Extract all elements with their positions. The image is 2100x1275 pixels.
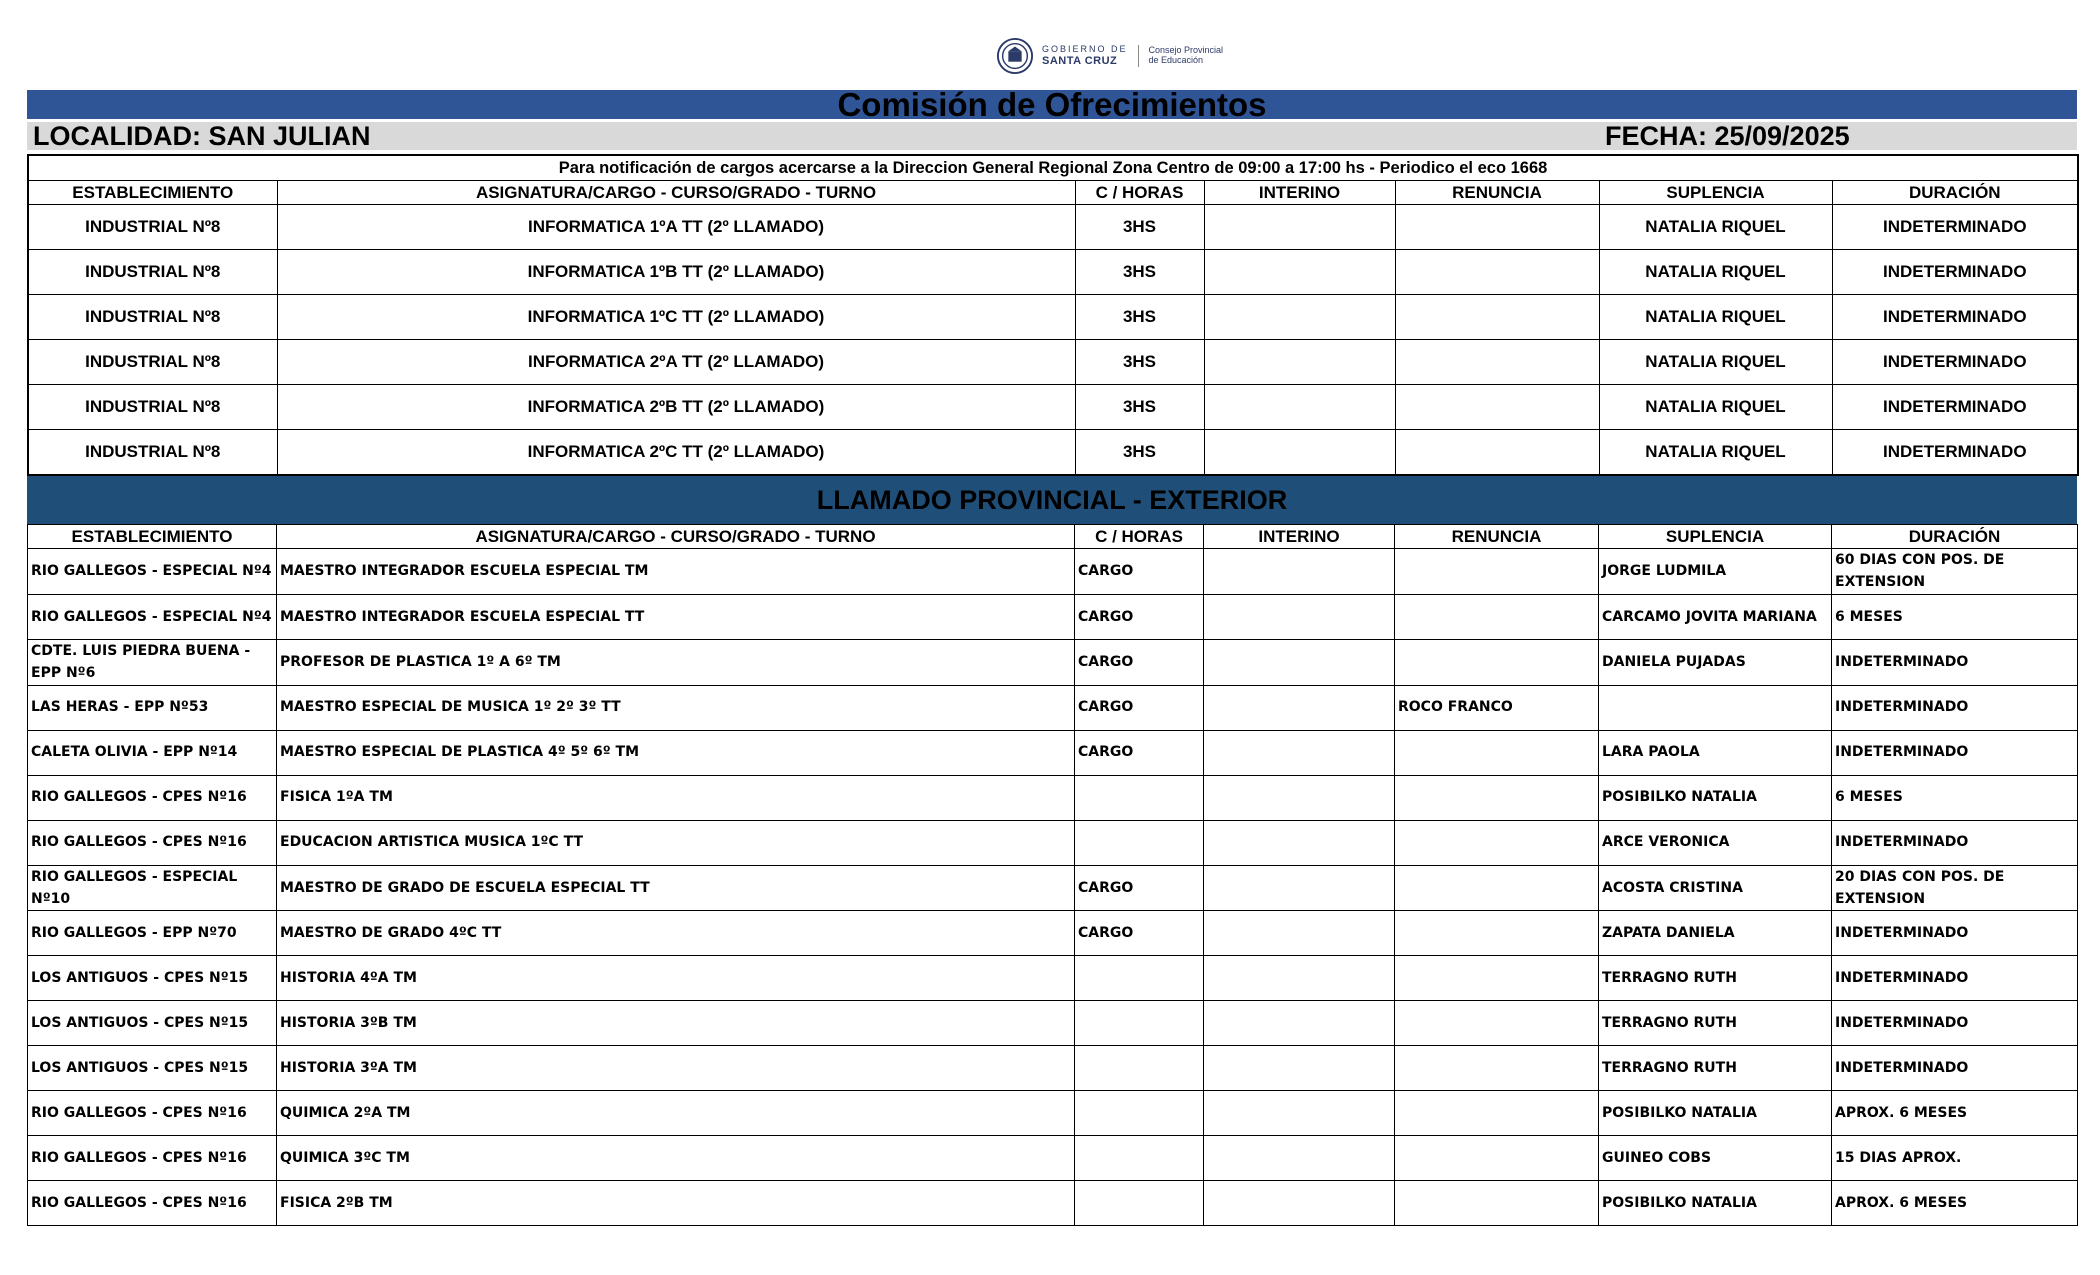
cell-duracion: APROX. 6 MESES <box>1832 1091 2078 1136</box>
notice-row <box>28 155 2078 181</box>
cell-suplencia: TERRAGNO RUTH <box>1599 1046 1832 1091</box>
cell-suplencia: POSIBILKO NATALIA <box>1599 1181 1832 1226</box>
cell-duracion: INDETERMINADO <box>1832 385 2078 430</box>
locality-bar <box>27 122 2077 150</box>
cell-establecimiento: RIO GALLEGOS - EPP Nº70 <box>28 911 277 956</box>
cell-establecimiento: INDUSTRIAL Nº8 <box>28 340 277 385</box>
cell-suplencia: CARCAMO JOVITA MARIANA <box>1599 594 1832 639</box>
cell-suplencia: POSIBILKO NATALIA <box>1599 1091 1832 1136</box>
col-horas: C / HORAS <box>1075 525 1204 549</box>
cell-duracion: INDETERMINADO <box>1832 1046 2078 1091</box>
cell-suplencia: NATALIA RIQUEL <box>1599 340 1832 385</box>
cell-duracion: INDETERMINADO <box>1832 430 2078 476</box>
cell-establecimiento: RIO GALLEGOS - CPES Nº16 <box>28 820 277 865</box>
cell-asignatura: QUIMICA 3ºC TM <box>277 1136 1075 1181</box>
cell-establecimiento: RIO GALLEGOS - CPES Nº16 <box>28 775 277 820</box>
cell-renuncia <box>1395 594 1599 639</box>
cell-asignatura: INFORMATICA 1ºC TT (2º LLAMADO) <box>277 295 1075 340</box>
local-offers-table <box>27 154 2079 476</box>
table-row <box>28 775 2078 820</box>
cell-establecimiento: INDUSTRIAL Nº8 <box>28 430 277 476</box>
cell-duracion: 20 DIAS CON POS. DE EXTENSION <box>1832 865 2078 911</box>
table-row <box>28 911 2078 956</box>
cell-interino <box>1204 549 1395 595</box>
provincial-offers-body <box>28 549 2078 1226</box>
cell-asignatura: MAESTRO INTEGRADOR ESCUELA ESPECIAL TT <box>277 594 1075 639</box>
cell-establecimiento: INDUSTRIAL Nº8 <box>28 295 277 340</box>
cell-renuncia <box>1395 295 1599 340</box>
cell-interino <box>1204 1136 1395 1181</box>
cell-interino <box>1204 430 1395 476</box>
cell-asignatura: MAESTRO INTEGRADOR ESCUELA ESPECIAL TM <box>277 549 1075 595</box>
page-title: Comisión de Ofrecimientos <box>27 90 2077 119</box>
cell-suplencia: NATALIA RIQUEL <box>1599 385 1832 430</box>
cell-asignatura: MAESTRO DE GRADO DE ESCUELA ESPECIAL TT <box>277 865 1075 911</box>
col-suplencia: SUPLENCIA <box>1599 525 1832 549</box>
table-row <box>28 639 2078 685</box>
cell-horas: CARGO <box>1075 594 1204 639</box>
cell-suplencia: ARCE VERONICA <box>1599 820 1832 865</box>
provincial-section-title: LLAMADO PROVINCIAL - EXTERIOR <box>27 476 2077 524</box>
cell-horas <box>1075 1136 1204 1181</box>
cell-duracion: INDETERMINADO <box>1832 820 2078 865</box>
cell-interino <box>1204 295 1395 340</box>
cell-suplencia: ZAPATA DANIELA <box>1599 911 1832 956</box>
table-header-row <box>28 181 2078 205</box>
cell-horas <box>1075 775 1204 820</box>
cell-suplencia: DANIELA PUJADAS <box>1599 639 1832 685</box>
logo-line2: SANTA CRUZ <box>1042 55 1118 67</box>
col-horas: C / HORAS <box>1075 181 1204 205</box>
cell-asignatura: INFORMATICA 1ºA TT (2º LLAMADO) <box>277 205 1075 250</box>
cell-interino <box>1204 1046 1395 1091</box>
cell-interino <box>1204 340 1395 385</box>
cell-suplencia: NATALIA RIQUEL <box>1599 205 1832 250</box>
cell-horas: CARGO <box>1075 911 1204 956</box>
cell-interino <box>1204 730 1395 775</box>
local-offers-body <box>28 205 2078 476</box>
logo-line1: GOBIERNO DE <box>1042 44 1128 54</box>
cell-renuncia <box>1395 820 1599 865</box>
table-row <box>28 205 2078 250</box>
cell-suplencia: LARA PAOLA <box>1599 730 1832 775</box>
cell-renuncia <box>1395 775 1599 820</box>
cell-interino <box>1204 820 1395 865</box>
cell-renuncia <box>1395 1136 1599 1181</box>
cell-establecimiento: RIO GALLEGOS - CPES Nº16 <box>28 1181 277 1226</box>
cell-suplencia: GUINEO COBS <box>1599 1136 1832 1181</box>
cell-horas <box>1075 1046 1204 1091</box>
col-duracion: DURACIÓN <box>1832 525 2078 549</box>
cell-establecimiento: LOS ANTIGUOS - CPES Nº15 <box>28 1046 277 1091</box>
cell-asignatura: QUIMICA 2ºA TM <box>277 1091 1075 1136</box>
cell-interino <box>1204 956 1395 1001</box>
cell-asignatura: HISTORIA 3ºA TM <box>277 1046 1075 1091</box>
table-row <box>28 250 2078 295</box>
logo-line4: de Educación <box>1148 55 1204 65</box>
cell-suplencia: POSIBILKO NATALIA <box>1599 775 1832 820</box>
cell-establecimiento: RIO GALLEGOS - ESPECIAL Nº4 <box>28 549 277 595</box>
cell-renuncia <box>1395 865 1599 911</box>
cell-duracion: INDETERMINADO <box>1832 911 2078 956</box>
table-row <box>28 1001 2078 1046</box>
cell-establecimiento: INDUSTRIAL Nº8 <box>28 385 277 430</box>
col-duracion: DURACIÓN <box>1832 181 2078 205</box>
col-renuncia: RENUNCIA <box>1395 181 1599 205</box>
cell-horas: 3HS <box>1075 250 1204 295</box>
logo-block <box>996 34 1236 78</box>
cell-renuncia <box>1395 340 1599 385</box>
cell-asignatura: HISTORIA 3ºB TM <box>277 1001 1075 1046</box>
cell-renuncia <box>1395 205 1599 250</box>
cell-suplencia: NATALIA RIQUEL <box>1599 250 1832 295</box>
cell-suplencia: ACOSTA CRISTINA <box>1599 865 1832 911</box>
table-row <box>28 340 2078 385</box>
cell-establecimiento: RIO GALLEGOS - CPES Nº16 <box>28 1091 277 1136</box>
cell-renuncia <box>1395 956 1599 1001</box>
notice-text: Para notificación de cargos acercarse a la Direccion General Regional Zona Centro de 09:00 a 17:00 hs - Periodico el eco 1668 <box>28 155 2078 181</box>
cell-asignatura: MAESTRO ESPECIAL DE PLASTICA 4º 5º 6º TM <box>277 730 1075 775</box>
logo-divider <box>1138 45 1139 67</box>
cell-interino <box>1204 1181 1395 1226</box>
cell-suplencia: TERRAGNO RUTH <box>1599 1001 1832 1046</box>
cell-duracion: INDETERMINADO <box>1832 730 2078 775</box>
cell-duracion: 15 DIAS APROX. <box>1832 1136 2078 1181</box>
table-row <box>28 1046 2078 1091</box>
cell-duracion: INDETERMINADO <box>1832 639 2078 685</box>
table-row <box>28 865 2078 911</box>
cell-asignatura: INFORMATICA 2ºB TT (2º LLAMADO) <box>277 385 1075 430</box>
cell-horas: CARGO <box>1075 685 1204 730</box>
cell-asignatura: MAESTRO DE GRADO 4ºC TT <box>277 911 1075 956</box>
cell-duracion: INDETERMINADO <box>1832 295 2078 340</box>
cell-horas: 3HS <box>1075 295 1204 340</box>
table-row <box>28 385 2078 430</box>
cell-renuncia <box>1395 639 1599 685</box>
cell-suplencia: TERRAGNO RUTH <box>1599 956 1832 1001</box>
cell-asignatura: MAESTRO ESPECIAL DE MUSICA 1º 2º 3º TT <box>277 685 1075 730</box>
document <box>27 90 2077 1226</box>
cell-horas <box>1075 820 1204 865</box>
cell-establecimiento: LAS HERAS - EPP Nº53 <box>28 685 277 730</box>
cell-establecimiento: INDUSTRIAL Nº8 <box>28 250 277 295</box>
cell-establecimiento: RIO GALLEGOS - CPES Nº16 <box>28 1136 277 1181</box>
cell-asignatura: HISTORIA 4ºA TM <box>277 956 1075 1001</box>
logo-council-text <box>1149 46 1224 66</box>
cell-duracion: APROX. 6 MESES <box>1832 1181 2078 1226</box>
cell-renuncia <box>1395 1181 1599 1226</box>
cell-establecimiento: RIO GALLEGOS - ESPECIAL Nº4 <box>28 594 277 639</box>
cell-asignatura: INFORMATICA 2ºA TT (2º LLAMADO) <box>277 340 1075 385</box>
cell-duracion: INDETERMINADO <box>1832 1001 2078 1046</box>
col-interino: INTERINO <box>1204 181 1395 205</box>
locality-label: LOCALIDAD: SAN JULIAN <box>33 121 371 151</box>
cell-establecimiento: LOS ANTIGUOS - CPES Nº15 <box>28 1001 277 1046</box>
table-row <box>28 956 2078 1001</box>
provincial-offers-table <box>27 524 2078 1226</box>
cell-interino <box>1204 775 1395 820</box>
provincial-seal-icon <box>996 37 1034 75</box>
cell-renuncia <box>1395 430 1599 476</box>
cell-horas: 3HS <box>1075 385 1204 430</box>
table-row <box>28 1136 2078 1181</box>
cell-horas <box>1075 1091 1204 1136</box>
cell-horas: CARGO <box>1075 549 1204 595</box>
table-row <box>28 730 2078 775</box>
col-establecimiento: ESTABLECIMIENTO <box>28 525 277 549</box>
cell-asignatura: FISICA 1ºA TM <box>277 775 1075 820</box>
cell-horas <box>1075 1001 1204 1046</box>
table-row <box>28 685 2078 730</box>
cell-interino <box>1204 1001 1395 1046</box>
cell-renuncia <box>1395 385 1599 430</box>
cell-asignatura: INFORMATICA 1ºB TT (2º LLAMADO) <box>277 250 1075 295</box>
cell-renuncia <box>1395 730 1599 775</box>
cell-establecimiento: CDTE. LUIS PIEDRA BUENA - EPP Nº6 <box>28 639 277 685</box>
cell-duracion: 60 DIAS CON POS. DE EXTENSION <box>1832 549 2078 595</box>
cell-renuncia <box>1395 1046 1599 1091</box>
table-header-row <box>28 525 2078 549</box>
col-renuncia: RENUNCIA <box>1395 525 1599 549</box>
cell-asignatura: EDUCACION ARTISTICA MUSICA 1ºC TT <box>277 820 1075 865</box>
date-label: FECHA: 25/09/2025 <box>1605 121 1850 151</box>
table-row <box>28 1091 2078 1136</box>
cell-establecimiento: RIO GALLEGOS - ESPECIAL Nº10 <box>28 865 277 911</box>
cell-suplencia: JORGE LUDMILA <box>1599 549 1832 595</box>
cell-interino <box>1204 685 1395 730</box>
cell-horas: 3HS <box>1075 340 1204 385</box>
table-row <box>28 295 2078 340</box>
cell-asignatura: INFORMATICA 2ºC TT (2º LLAMADO) <box>277 430 1075 476</box>
cell-suplencia: NATALIA RIQUEL <box>1599 295 1832 340</box>
cell-horas <box>1075 956 1204 1001</box>
logo-government-text <box>1042 45 1128 67</box>
col-suplencia: SUPLENCIA <box>1599 181 1832 205</box>
cell-duracion: INDETERMINADO <box>1832 956 2078 1001</box>
cell-duracion: 6 MESES <box>1832 594 2078 639</box>
cell-establecimiento: LOS ANTIGUOS - CPES Nº15 <box>28 956 277 1001</box>
cell-suplencia: NATALIA RIQUEL <box>1599 430 1832 476</box>
cell-renuncia <box>1395 911 1599 956</box>
cell-interino <box>1204 865 1395 911</box>
col-interino: INTERINO <box>1204 525 1395 549</box>
cell-asignatura: FISICA 2ºB TM <box>277 1181 1075 1226</box>
cell-interino <box>1204 1091 1395 1136</box>
cell-horas <box>1075 1181 1204 1226</box>
cell-duracion: INDETERMINADO <box>1832 250 2078 295</box>
cell-duracion: INDETERMINADO <box>1832 340 2078 385</box>
logo-line3: Consejo Provincial <box>1148 45 1224 56</box>
cell-suplencia <box>1599 685 1832 730</box>
cell-horas: CARGO <box>1075 639 1204 685</box>
cell-duracion: INDETERMINADO <box>1832 205 2078 250</box>
cell-horas: CARGO <box>1075 730 1204 775</box>
cell-renuncia <box>1395 250 1599 295</box>
cell-renuncia <box>1395 1091 1599 1136</box>
cell-interino <box>1204 594 1395 639</box>
cell-interino <box>1204 911 1395 956</box>
cell-interino <box>1204 385 1395 430</box>
table-row <box>28 1181 2078 1226</box>
cell-interino <box>1204 639 1395 685</box>
cell-interino <box>1204 250 1395 295</box>
col-asignatura: ASIGNATURA/CARGO - CURSO/GRADO - TURNO <box>277 525 1075 549</box>
cell-horas: 3HS <box>1075 430 1204 476</box>
table-row <box>28 430 2078 476</box>
cell-duracion: 6 MESES <box>1832 775 2078 820</box>
cell-asignatura: PROFESOR DE PLASTICA 1º A 6º TM <box>277 639 1075 685</box>
cell-renuncia <box>1395 1001 1599 1046</box>
cell-interino <box>1204 205 1395 250</box>
col-establecimiento: ESTABLECIMIENTO <box>28 181 277 205</box>
cell-horas: 3HS <box>1075 205 1204 250</box>
table-row <box>28 820 2078 865</box>
cell-duracion: INDETERMINADO <box>1832 685 2078 730</box>
cell-establecimiento: CALETA OLIVIA - EPP Nº14 <box>28 730 277 775</box>
cell-establecimiento: INDUSTRIAL Nº8 <box>28 205 277 250</box>
col-asignatura: ASIGNATURA/CARGO - CURSO/GRADO - TURNO <box>277 181 1075 205</box>
cell-renuncia: ROCO FRANCO <box>1395 685 1599 730</box>
table-row <box>28 594 2078 639</box>
table-row <box>28 549 2078 595</box>
cell-horas: CARGO <box>1075 865 1204 911</box>
cell-renuncia <box>1395 549 1599 595</box>
